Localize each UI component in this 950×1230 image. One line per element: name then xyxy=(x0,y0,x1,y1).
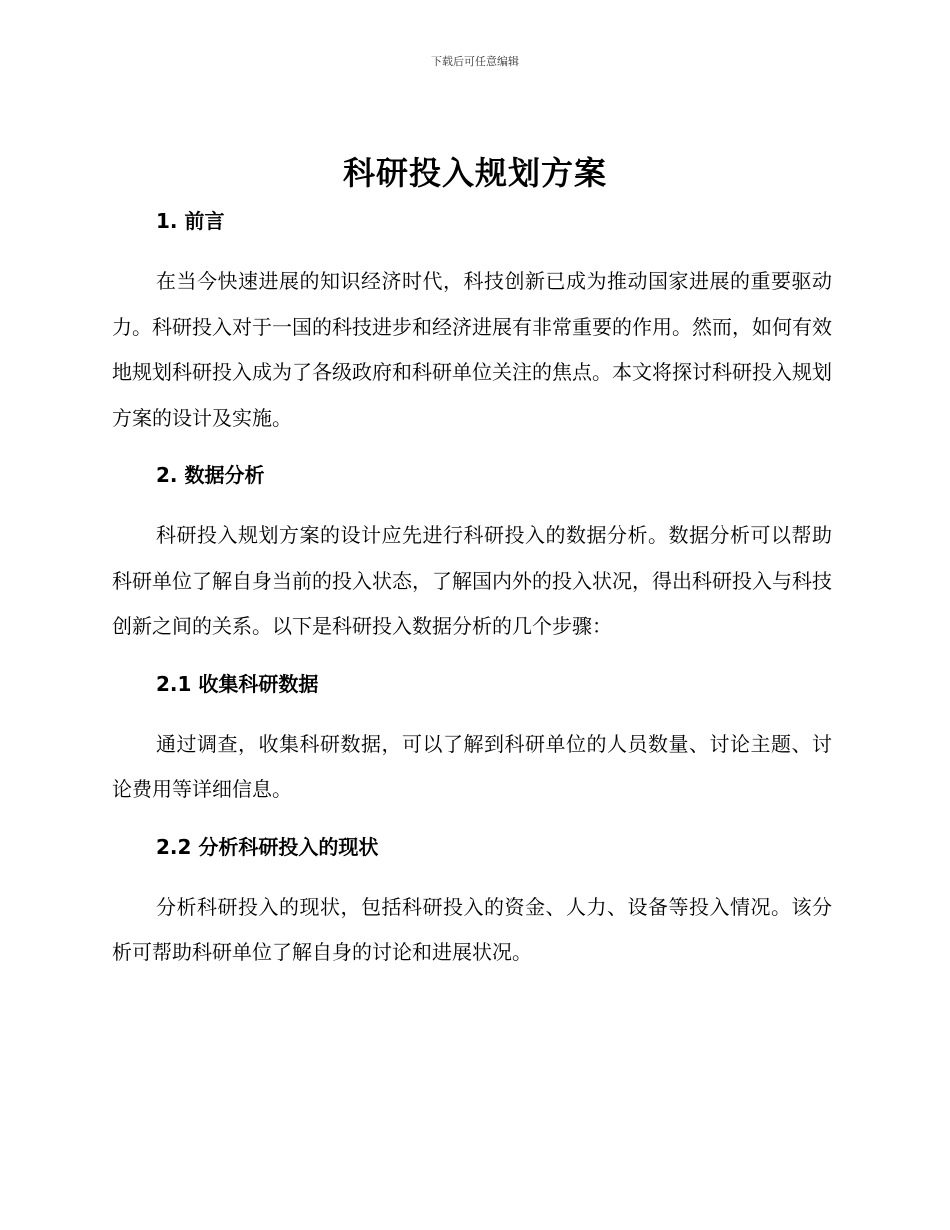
section-heading-data-analysis: 2. 数据分析 xyxy=(156,463,265,487)
document-body xyxy=(112,205,832,976)
section-heading-collect-data: 2.1 收集科研数据 xyxy=(156,671,319,696)
section-paragraph-data-analysis: 科研投入规划方案的设计应先进行科研投入的数据分析。数据分析可以帮助科研单位了解自身当前的投入状态，了解国内外的投入状况，得出科研投入与科技创新之间的关系。以下是科研投入数据分析的几个步骤： xyxy=(112,523,832,638)
page-header-note: 下载后可任意编辑 xyxy=(431,55,519,68)
section-paragraph-investment-status: 分析科研投入的现状，包括科研投入的资金、人力、设备等投入情况。该分析可帮助科研单位了解自身的讨论和进展状况。 xyxy=(112,894,832,964)
section-paragraph-collect-data: 通过调查，收集科研数据，可以了解到科研单位的人员数量、讨论主题、讨论费用等详细信息。 xyxy=(112,731,832,801)
section-paragraph-intro: 在当今快速进展的知识经济时代，科技创新已成为推动国家进展的重要驱动力。科研投入对于一国的科技进步和经济进展有非常重要的作用。然而，如何有效地规划科研投入成为了各级政府和科研单位关注的焦点。本文将探讨科研投入规划方案的设计及实施。 xyxy=(112,269,832,430)
section-heading-intro: 1. 前言 xyxy=(156,209,225,233)
document-title: 科研投入规划方案 xyxy=(342,154,607,192)
section-heading-investment-status: 2.2 分析科研投入的现状 xyxy=(156,834,379,859)
